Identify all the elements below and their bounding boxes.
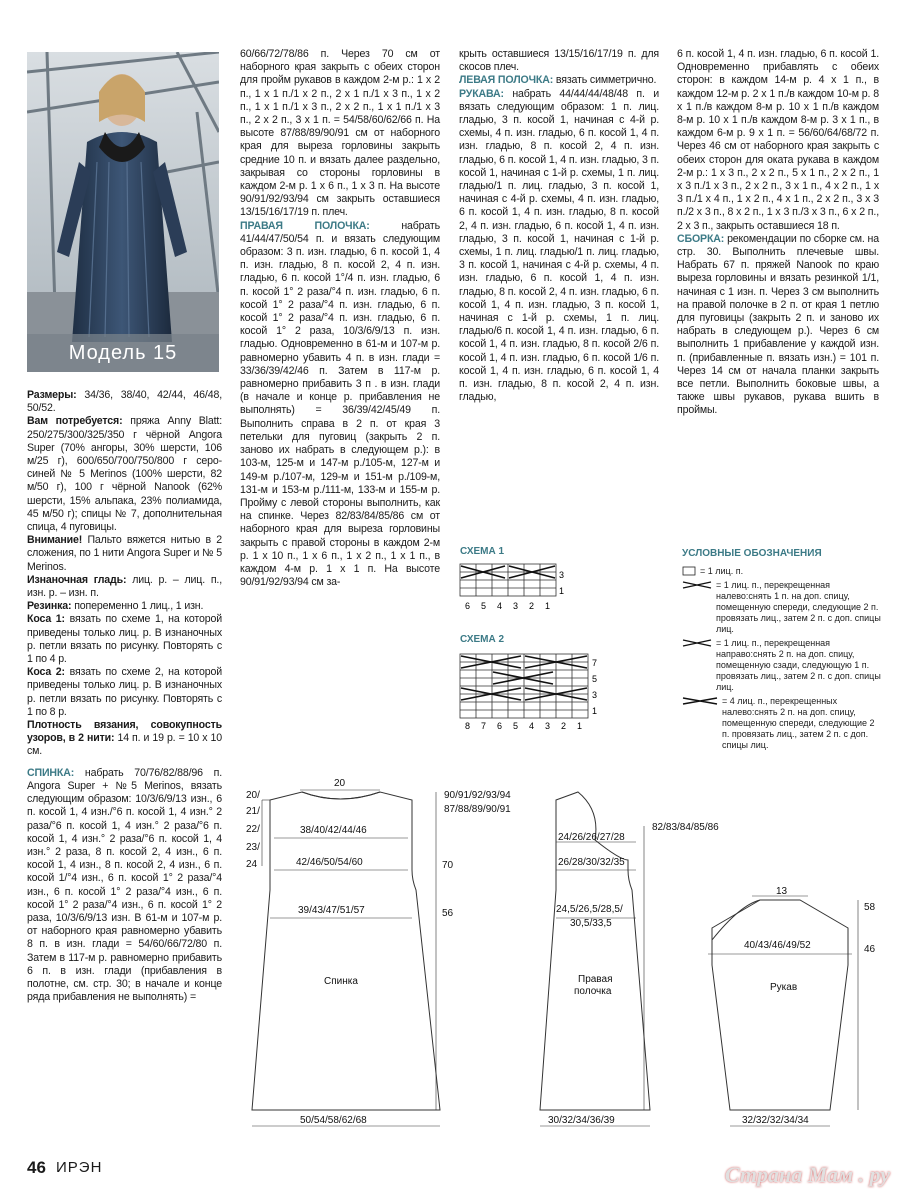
- back-continued-text: 60/66/72/78/86 п. Через 70 см от наборного края закрыть с обеих сторон для пройм рукавов в каждом 2-м р.: 1 х 2 п., 1 х 1 п./1 х 2 п., 2 х 1 п./1 х 3 п., 1 х 2 п., 1 х 1 п./1 х 3 п., 2 х 2 п., 1 х 1 п./1 х 3 п., 2 х 2 п., 3 х 1 п. = 54/58/60/62/66 п. На высоте 87/88/89/90/91 см от наборного края для выреза горловины закрыть средние 10 п. и вязать далее раздельно, закрывая со стороны горловины в каждом 2-м р. 1 х 6 п., 1 х 3 п. На высоте 90/91/92/93/94 см закрыть оставшиеся 13/15/16/17/19 п. плеч.: [240, 48, 440, 219]
- materials-label: Вам потребуется:: [27, 415, 123, 428]
- schema2-col-label: 6: [497, 721, 503, 731]
- back-height-neck: 87/88/89/90/91: [444, 804, 511, 815]
- back-text: набрать 70/76/82/88/96 п. Angora Super + №5 Merinos, вязать следующим образом: 10/3/6/9/13 изн., 6 п. косой 1, 4 изн./°6 п. косой 1, 4 изн.° 2 раза/°6 п. косой 1, 4 изн.° 2 раза/°6 п. косой 1, 4 изн.° 2 раза/°6 п. косой 1, 4 изн.° 2 раза, 8 п. косой 2, 4 изн., 6 п. косой 1, 4 изн., 8 п. косой 2, 4 изн., 6 п. косой 1/°4 изн., 6 п. косой 1° 2 раза/°4 изн., 6 п. косой 1° 2 раза/°4 изн., 6 п. косой 1° 2 раза/°4 изн., 6 п. косой 1° 2 раза, 10/3/6/9/13 изн. В 61-м и 107-м р. от наборного края равномерно убавить 8 п. в изн. глади = 54/60/66/72/80 п. Затем в 117-м р. равномерно прибавить 6 п. в изн. глади (прибавления в полотне, см. стр. 30; в начале и конце ряда прибавления не выполнять) =: [27, 766, 222, 1004]
- back-left-mark: 21/: [246, 806, 260, 817]
- page-number: 46: [27, 1158, 46, 1177]
- back-pattern: [246, 778, 511, 1126]
- schema2-chart: [458, 652, 608, 732]
- back-width-bottom: 50/54/58/62/68: [300, 1115, 367, 1126]
- legend-item: [682, 638, 882, 693]
- legend-item: [682, 566, 882, 577]
- gauge-label: Плотность вязания, совокупность узоров, в 2 нити:: [27, 719, 222, 745]
- front-pattern: [540, 792, 719, 1126]
- cable2-text: вязать по схеме 2, на которой приведены только лиц. р. В изнаночных р. петли вязать по рисунку. Повторять с 1 по 8 р.: [27, 666, 222, 718]
- back-height-top: 90/91/92/93/94: [444, 790, 511, 801]
- back-width-shoulder: 38/40/42/44/46: [300, 825, 367, 836]
- schema2-col-label: 5: [513, 721, 519, 731]
- schema2-col-label: 4: [529, 721, 535, 731]
- back-left-mark: 22/: [246, 824, 260, 835]
- schema2-col-label: 1: [577, 721, 583, 731]
- front-piece-name-1: Правая: [578, 974, 613, 985]
- schema2-col-label: 3: [545, 721, 551, 731]
- front-width-waist-a: 24,5/26,5/28,5/: [556, 904, 623, 915]
- model-label: Модель 15: [27, 334, 219, 372]
- purl-text: лиц. р. – лиц. п., изн. р. – изн. п.: [27, 573, 223, 600]
- legend-text: = 1 лиц. п.: [700, 566, 744, 576]
- front-height-neck: 82/83/84/85/86: [652, 822, 719, 833]
- attention-text: Пальто вяжется нитью в 2 сложения, по 1 нити Angora Super и № 5 Merinos.: [27, 534, 223, 573]
- schema1-col-label: 4: [497, 601, 503, 611]
- cable1-label: Коса 1:: [27, 613, 65, 626]
- schema2-title: СХЕМА 2: [460, 634, 505, 645]
- schema2-row-label: 7: [592, 658, 598, 668]
- schema2-col-label: 8: [465, 721, 471, 731]
- cable1-text: вязать по схеме 1, на которой приведены только лиц. р. В изнаночных р. петли вязать по рисунку. Повторять с 1 по 4 р.: [27, 613, 222, 666]
- sleeves-continued-text: 6 п. косой 1, 4 п. изн. гладью, 6 п. косой 1. Одновременно прибавлять с обеих сторон: в каждом 14-м р. 4 х 1 п., в каждом 12-м р. 2 х 1 п./в каждом 10-м р. 8 х 1 п./в каждом 8-м р. 10 х 1 п./в каждом 8-м р. 10 х 1 п./в каждом 8-м р. 3 х 1 п., в каждом 6-м р. 9 х 1 п. = 56/60/64/68/72 п. Через 46 см от наборного края закрыть с обеих сторон для оката рукава в каждом 2-м р.: 1 х 3 п., 2 х 2 п., 5 х 1 п., 2 х 2 п., 1 х 3 п./1 х 3 п., 2 х 2 п., 3 х 1 п., 4 х 2 п., 1 х 3 п./1 х 4 п., 1 х 2 п., 4 х 1 п., 2 х 2 п., 3 х 3 п./2 х 3 п., 8 х 2 п., 1 х 3 п./3 х 3 п., 6 х 2 п., 2 х 3 п., закрыть оставшиеся 18 п.: [677, 48, 879, 232]
- back-left-mark: 23/: [246, 842, 260, 853]
- cable2-label: Коса 2:: [27, 666, 65, 679]
- schema1-title: СХЕМА 1: [460, 546, 505, 557]
- assembly-label: СБОРКА:: [677, 232, 725, 245]
- front-width-shoulder: 24/26/26/27/28: [558, 832, 625, 843]
- right-front-label: ПРАВАЯ ПОЛОЧКА:: [240, 219, 370, 232]
- magazine-name: ИРЭН: [56, 1159, 103, 1176]
- back-width-waist: 39/43/47/51/57: [298, 905, 365, 916]
- assembly-text: рекомендации по сборке см. на стр. 30. Выполнить плечевые швы. Набрать 67 п. пряжей Nanook по краю выреза горловины и вязать резинкой 1/1, начиная с 1 изн. п. Через 3 см выполнить на правой полочке в 2 п. от края 1 петлю для пуговицы (закрыть 2 п. и заново их набрать в следующем р.). Через 6 см выполнить 1 прибавление у каждой изн. п. (прибавленные п. вязать изн.) = 101 п. Через 14 см от начала планки закрыть все петли. Выполнить боковые швы, а также швы рукавов, рукава вшить в проймы.: [677, 232, 879, 417]
- gauge-text: 14 п. и 19 р. = 10 х 10 см.: [27, 732, 222, 758]
- back-left-mark: 20/: [246, 790, 260, 801]
- attention-label: Внимание!: [27, 534, 83, 547]
- legend-item: [682, 580, 882, 635]
- cross-right-icon: [682, 638, 712, 648]
- sleeve-width-bottom: 32/32/32/34/34: [742, 1115, 809, 1126]
- legend: [682, 566, 882, 751]
- schema2-col-label: 7: [481, 721, 487, 731]
- schema1-chart: [458, 562, 578, 614]
- right-front-text: набрать 41/44/47/50/54 п. и вязать следующим образом: 3 п. изн. гладью, 6 п. косой 1, 4 п. изн. гладью, 8 п. косой 2, 4 п. изн. гладью, 6 п. косой 1°/4 п. изн. гладью, 6 п. косой 1° 2 раза/°4 п. изн. гладью, 6 п. косой 1° 2 раза/°4 п. изн. гладью, 6 п. косой 1° 2 раза/°4 п. изн. гладью, 6 п. косой 1° 2 раза, 10/3/6/9/13 п. изн. гладью. Одновременно в 61-м и 107-м р. равномерно убавить 4 п. в изн. глади = 33/36/39/42/46 п. Затем в 117-м р. равномерно прибавить 3 п . в изн. глади (в начале и конце р. прибавления не выполнять) = 36/39/42/45/49 п. Выполнить справа в 2 п. от края 3 петельки для пуговиц (закрыть 2 п. заново их набрать в следующем р.): в 103-м, 125-м и 147-м р./105-м, 127-м и 149-м р./107-м, 129-м и 151-м р./109-м, 131-м и 153-м р./111-м, 133-м и 155-м р. Пройму с левой стороны выполнить, как на спинке. Через 82/83/84/85/86 см от наборного края для выреза горловины закрыть с правой стороны в каждом 2-м р. 1 х 10 п., 1 х 6 п., 1 х 2 п., 1 х 1 п., в каждом 4-м р. 1 х 1 п. На высоте 90/91/92/93/94 см за-: [240, 219, 440, 589]
- back-left-mark: 24: [246, 859, 258, 870]
- sleeve-pattern: [708, 886, 876, 1126]
- rib-label: Резинка:: [27, 600, 72, 613]
- schema2-col-label: 2: [561, 721, 567, 731]
- schema2-row-label: 5: [592, 674, 598, 684]
- purl-label: Изнаночная гладь:: [27, 573, 127, 586]
- column-4: [677, 48, 879, 418]
- legend-text: = 4 лиц. п., перекрещенных налево:снять 2 п. на доп. спицу, помещенную спереди, следующие 2 п. провязать лиц., затем 2 п. с доп. спицы лиц.: [722, 696, 875, 750]
- front-width-waist-b: 30,5/33,5: [570, 918, 612, 929]
- sleeve-width: 40/43/46/49/52: [744, 940, 811, 951]
- site-watermark: Страна Мам . ру: [724, 1162, 890, 1187]
- sleeves-text: набрать 44/44/44/48/48 п. и вязать следующим образом: 1 п. лиц. гладью, 3 п. косой 1, начиная с 4-й р. схемы, 4 п. изн. гладью, 6 п. косой 1, 4 п. изн. гладью, 8 п. косой 2, 4 п. изн. гладью, 6 п. косой 1, 4 п. изн. гладью, 3 п. косой 1, начиная с 1-й р. схемы, 1 п. лиц. гладью/1 п. лиц. гладью, 3 п. косой 1, начиная с 4-й р. схемы, 4 п. изн. гладью, 6 п. косой 1, 4 п. изн. гладью, 8 п. косой 2, 4 п. изн. гладью, 6 п. косой 1, 4 п. изн. гладью, 3 п. косой 1, начиная с 1-й р. схемы, 1 п. лиц. гладью/1 п. лиц. гладью, 3 п. косой 1, начиная с 4-й р. схемы, 4 п. изн. гладью, 6 п. косой 1, 4 п. изн. гладью, 8 п. косой 2, 4 п. изн. гладью, 6 п. косой 1, 4 п. изн. гладью, 3 п. косой 1, начиная с 1-й р. схемы, 1 п. лиц. гладью/6 п. косой 1, 4 п. изн. гладью, 6 п. косой 1, 4 п. изн. гладью, 8 п. косой 2/6 п. косой 1, 4 п. изн. гладью, 6 п. косой 1/6 п. косой 1, 4 п. изн. гладью, 6 п. косой 1, 4 п. изн. гладью, 8 п. косой 2, 4 п. изн. гладью,: [459, 87, 659, 404]
- left-front-text: вязать симметрично.: [555, 74, 657, 87]
- schema2-row-label: 1: [592, 706, 598, 716]
- rib-text: попеременно 1 лиц., 1 изн.: [74, 600, 204, 613]
- sizes-text: 34/36, 38/40, 42/44, 46/48, 50/52.: [27, 389, 222, 415]
- back-width-chest: 42/46/50/54/60: [296, 857, 363, 868]
- right-front-continued-text: крыть оставшиеся 13/15/16/17/19 п. для скосов плеч.: [459, 48, 659, 74]
- cross-4-left-icon: [682, 696, 718, 706]
- back-neck-width: 20: [334, 778, 346, 789]
- schema2-row-label: 3: [592, 690, 598, 700]
- schema1-col-label: 5: [481, 601, 487, 611]
- left-front-label: ЛЕВАЯ ПОЛОЧКА:: [459, 74, 554, 87]
- legend-text: = 1 лиц. п., перекрещенная налево:снять 1 п. на доп. спицу, помещенную спереди, следующие 2 п. провязать лиц., затем 2 п. с доп. спицы лиц.: [716, 580, 881, 634]
- schema1-row-1: 1: [559, 586, 565, 596]
- knit-stitch-icon: [682, 566, 696, 576]
- column-2: [240, 48, 440, 589]
- legend-text: = 1 лиц. п., перекрещенная направо:снять 2 п. на доп. спицу, помещенную сзади, следующую 1 п. провязать лиц., затем 2 п. с доп. спицы лиц.: [716, 638, 881, 692]
- schema1-col-label: 3: [513, 601, 519, 611]
- sleeve-height-46: 46: [864, 944, 876, 955]
- sleeves-label: РУКАВА:: [459, 87, 504, 100]
- schema1-col-label: 1: [545, 601, 551, 611]
- back-piece-name: Спинка: [324, 976, 358, 987]
- sleeve-top-width: 13: [776, 886, 788, 897]
- legend-title: УСЛОВНЫЕ ОБОЗНАЧЕНИЯ: [682, 548, 822, 559]
- back-height-70: 70: [442, 860, 454, 871]
- sleeve-piece-name: Рукав: [770, 982, 798, 993]
- back-label: СПИНКА:: [27, 766, 75, 779]
- front-width-chest: 26/28/30/32/35: [558, 857, 625, 868]
- cross-left-icon: [682, 580, 712, 590]
- sleeve-height-58: 58: [864, 902, 876, 913]
- front-width-bottom: 30/32/34/36/39: [548, 1115, 615, 1126]
- sizes-label: Размеры:: [27, 389, 77, 401]
- legend-item: [682, 696, 882, 751]
- model-photo-image: [27, 52, 219, 372]
- front-piece-name-2: полочка: [574, 986, 612, 997]
- materials-text: пряжа Anny Blatt: 250/275/300/325/350 г чёрной Angora Super (70% ангоры, 30% шерсти, 106 м/25 г), 600/650/700/750/800 г серо-синей № 5 Merinos (100% шерсти, 82 м/50 г), 100 г чёрной Nanook (62% шерсти, 15% альпака, 23% полиамида, 45 м/50 г); спицы № 7, дополнительная спица, 4 пуговицы.: [27, 415, 223, 534]
- schema1-col-label: 6: [465, 601, 471, 611]
- pattern-diagrams: [0, 770, 902, 1140]
- column-3: [459, 48, 659, 404]
- model-photo: [27, 52, 219, 372]
- schema1-col-label: 2: [529, 601, 535, 611]
- back-height-56: 56: [442, 908, 454, 919]
- schema1-row-3: 3: [559, 570, 565, 580]
